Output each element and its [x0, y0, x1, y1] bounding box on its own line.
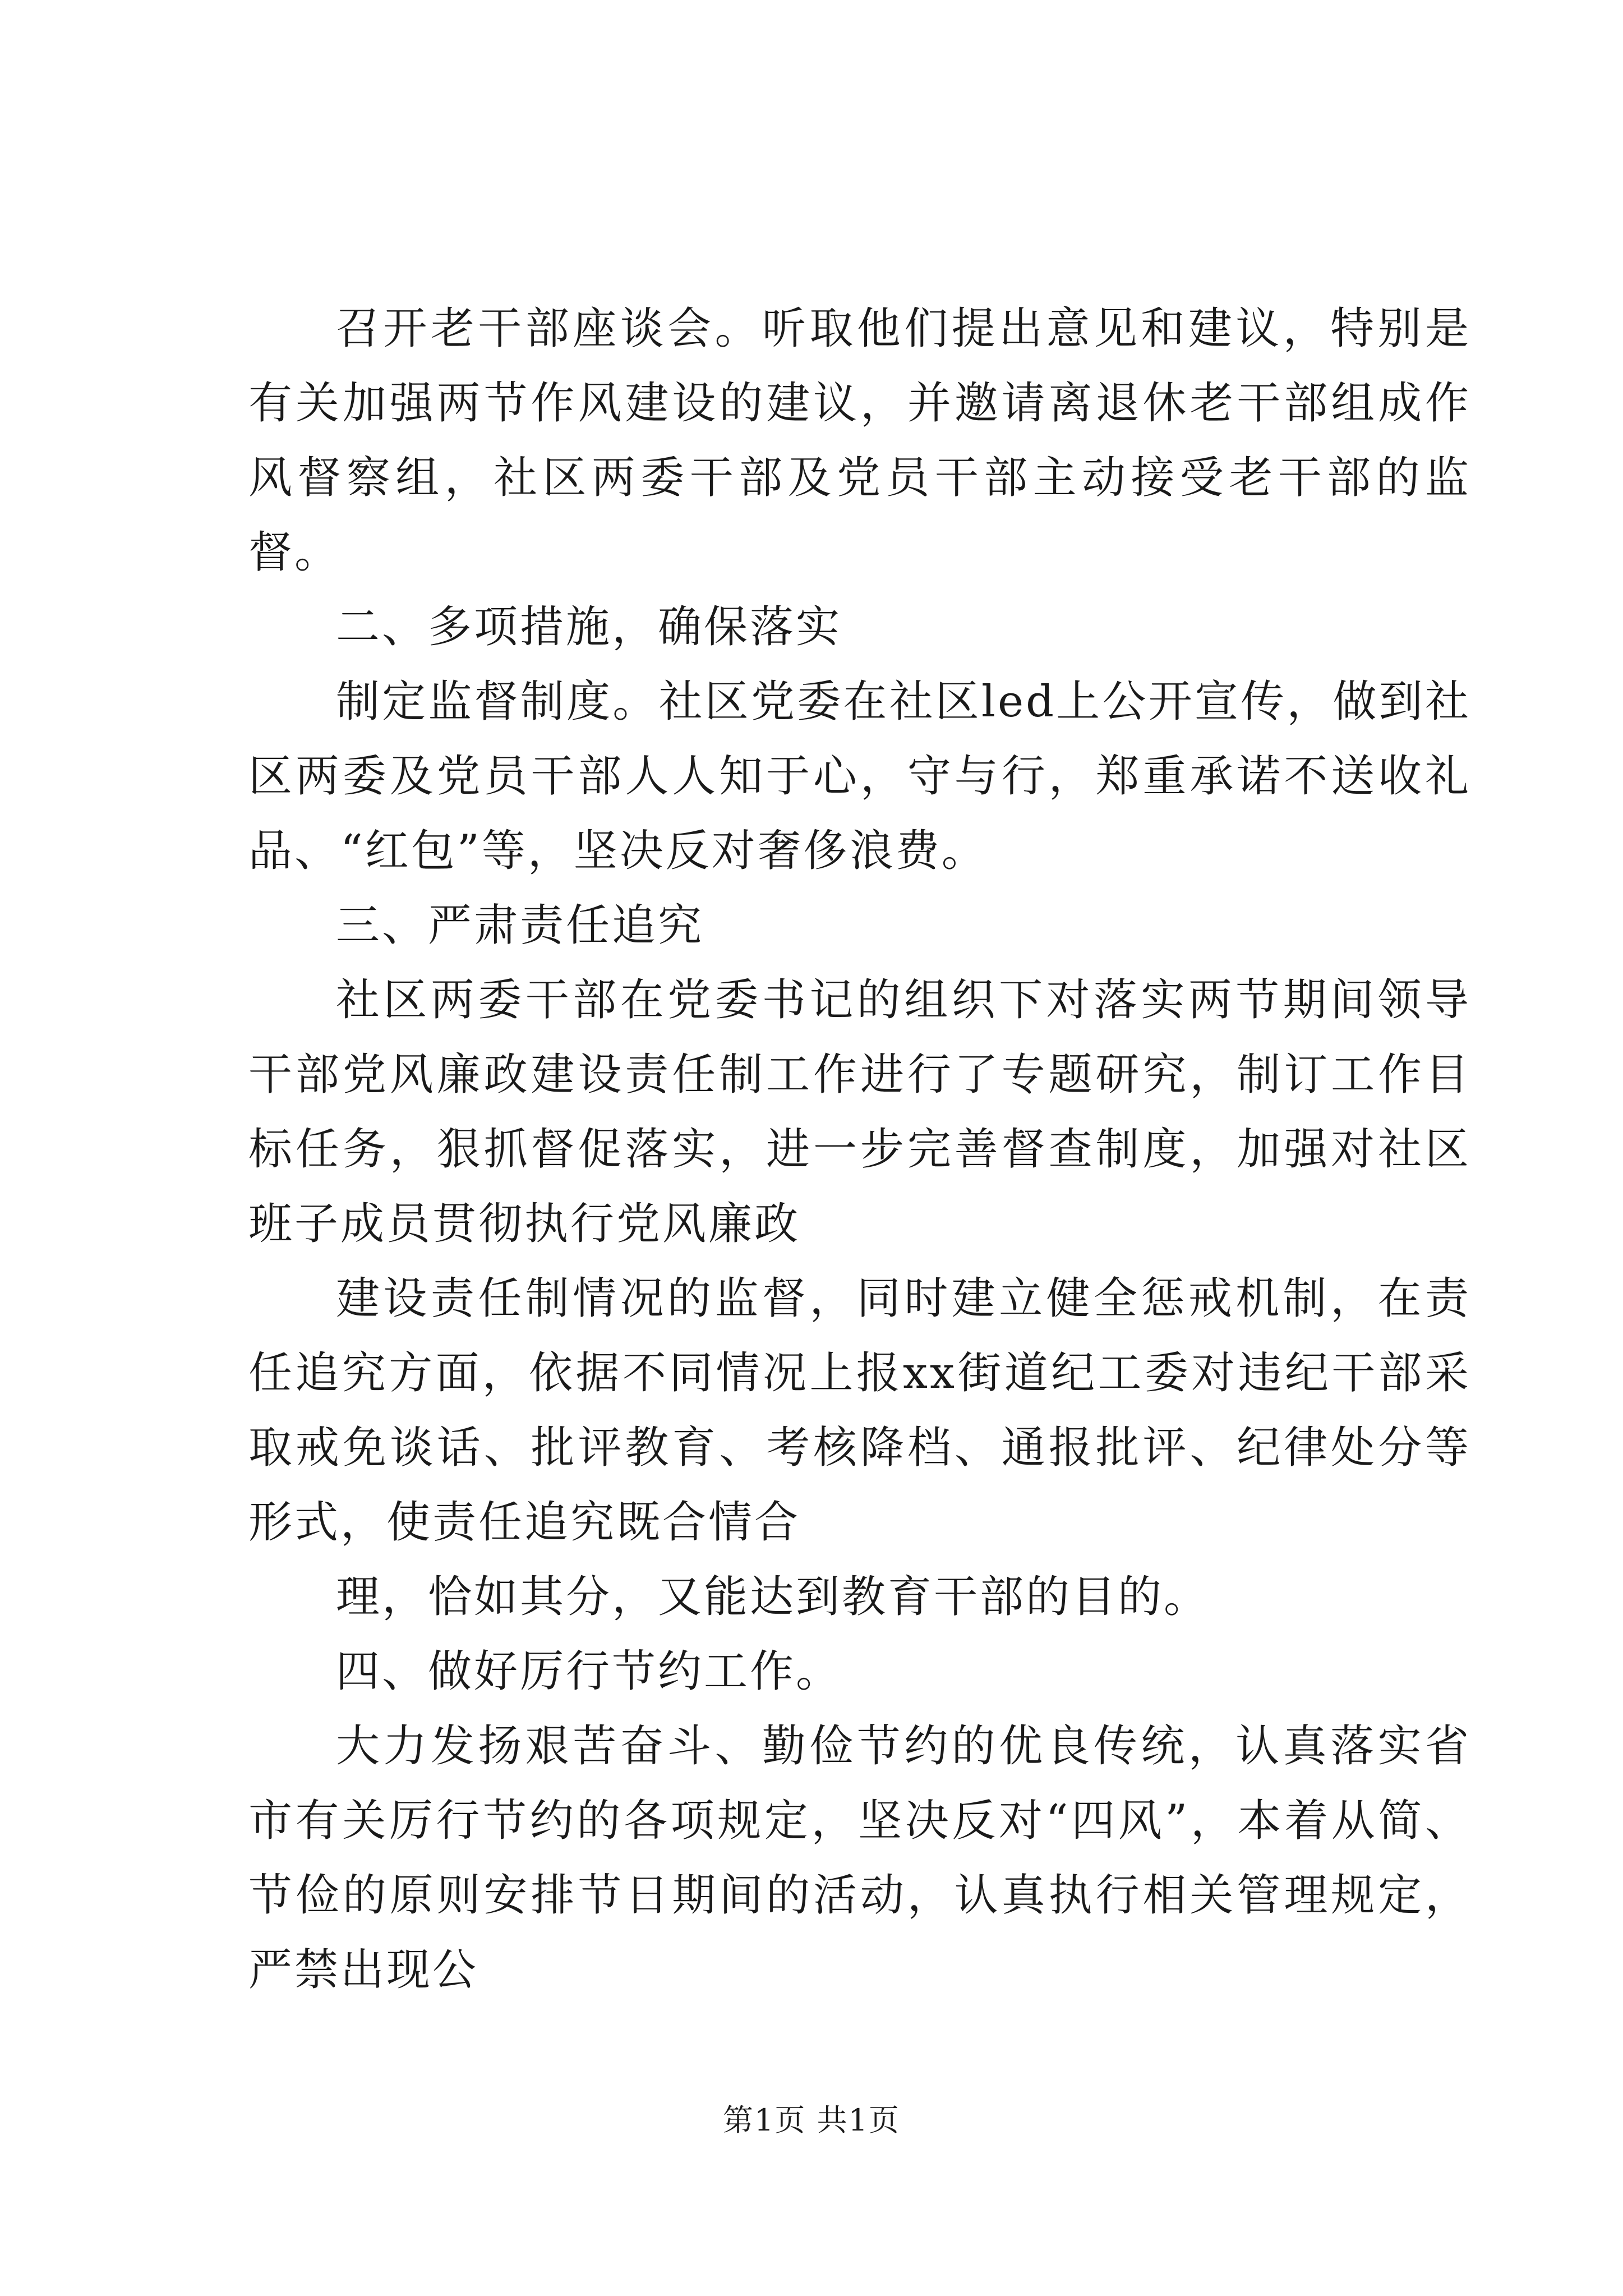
paragraph: 大力发扬艰苦奋斗、勤俭节约的优良传统，认真落实省市有关厉行节约的各项规定，坚决反对“四风”，本着从简、节俭的原则安排节日期间的活动，认真执行相关管理规定，严禁出现公: [248, 1721, 1471, 1995]
document-body: [248, 292, 1471, 2008]
paragraph: 制定监督制度。社区党委在社区led上公开宣传，做到社区两委及党员干部人人知于心，守与行，郑重承诺不送收礼品、“红包”等，坚决反对奢侈浪费。: [248, 677, 1471, 876]
paragraph: 理，恰如其分，又能达到教育干部的目的。: [336, 1572, 1210, 1622]
section-heading: 四、做好厉行节约工作。: [336, 1646, 842, 1697]
page-number-footer: 第1页 共1页: [723, 2102, 900, 2138]
section-heading: 三、严肃责任追究: [336, 900, 704, 951]
paragraph: 召开老干部座谈会。听取他们提出意见和建议，特别是有关加强两节作风建设的建议，并邀请离退休老干部组成作风督察组，社区两委干部及党员干部主动接受老干部的监督。: [248, 303, 1471, 578]
paragraph: 建设责任制情况的监督，同时建立健全惩戒机制，在责任追究方面，依据不同情况上报xx街道纪工委对违纪干部采取戒免谈话、批评教育、考核降档、通报批评、纪律处分等形式，使责任追究既合情合: [248, 1273, 1471, 1548]
section-heading: 二、多项措施，确保落实: [336, 602, 842, 652]
paragraph: 社区两委干部在党委书记的组织下对落实两节期间领导干部党风廉政建设责任制工作进行了专题研究，制订工作目标任务，狠抓督促落实，进一步完善督查制度，加强对社区班子成员贯彻执行党风廉政: [248, 975, 1471, 1249]
